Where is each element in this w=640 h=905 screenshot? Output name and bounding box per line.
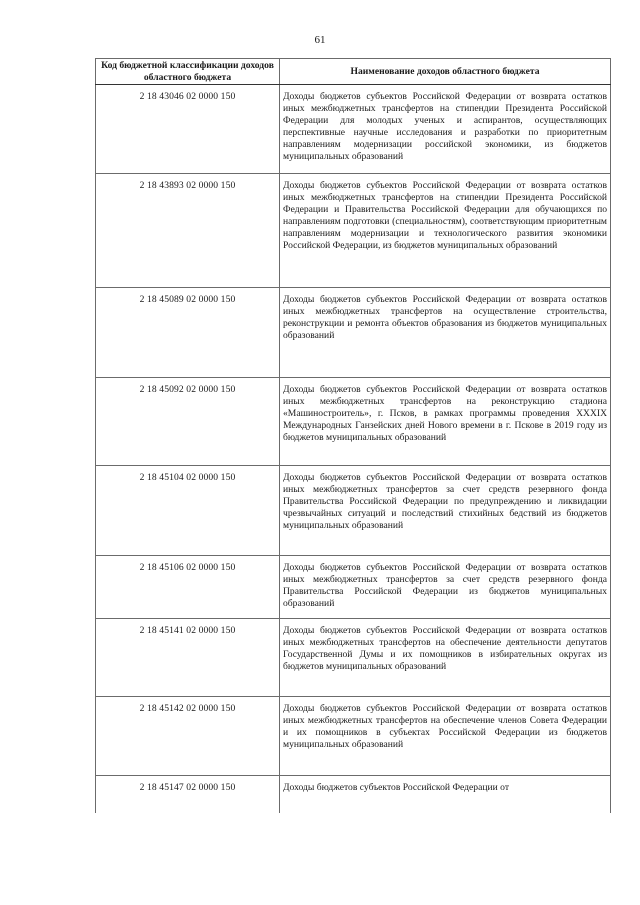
table-row: [96, 174, 611, 288]
table-row: [96, 776, 611, 814]
row-code: 2 18 45092 02 0000 150: [96, 378, 280, 466]
budget-classification-table: [95, 58, 611, 813]
row-name: Доходы бюджетов субъектов Российской Федерации от возврата остатков иных межбюджетных трансфертов за счет средств резервного фонда Правительства Российской Федерации из бюджетов муниципальных образований: [280, 556, 611, 619]
row-code: 2 18 45141 02 0000 150: [96, 619, 280, 697]
row-name: Доходы бюджетов субъектов Российской Федерации от возврата остатков иных межбюджетных трансфертов на обеспечение деятельности депутатов Государственной Думы и их помощников в избирательных округах из бюджетов муниципальных образований: [280, 619, 611, 697]
page-number: 61: [314, 34, 326, 46]
row-code: 2 18 43046 02 0000 150: [96, 85, 280, 174]
row-name: Доходы бюджетов субъектов Российской Федерации от возврата остатков иных межбюджетных трансфертов на реконструкцию стадиона «Машиностроитель», г. Псков, в рамках программы проведения XXXIX Международных Ганзейских дней Нового времени в г. Пскове в 2019 году из бюджетов муниципальных образований: [280, 378, 611, 466]
row-code: 2 18 45147 02 0000 150: [96, 776, 280, 814]
row-code: 2 18 45104 02 0000 150: [96, 466, 280, 556]
table-row: [96, 466, 611, 556]
row-code: 2 18 45089 02 0000 150: [96, 288, 280, 378]
table-row: [96, 697, 611, 776]
row-code: 2 18 45142 02 0000 150: [96, 697, 280, 776]
table-row: [96, 619, 611, 697]
row-code: 2 18 45106 02 0000 150: [96, 556, 280, 619]
table-row: [96, 85, 611, 174]
row-name: Доходы бюджетов субъектов Российской Федерации от возврата остатков иных межбюджетных трансфертов на осуществление строительства, реконструкции и ремонта объектов образования из бюджетов муниципальных образований: [280, 288, 611, 378]
row-name: Доходы бюджетов субъектов Российской Федерации от возврата остатков иных межбюджетных трансфертов на стипендии Президента Российской Федерации и Правительства Российской Федерации для обучающихся по направлениям подготовки (специальностям), соответствующим приоритетным направлениям модернизации и технологического развития экономики Российской Федерации, из бюджетов муниципальных образований: [280, 174, 611, 288]
row-name: Доходы бюджетов субъектов Российской Федерации от: [280, 776, 611, 814]
table-row: [96, 288, 611, 378]
header-name: Наименование доходов областного бюджета: [280, 59, 611, 85]
row-name: Доходы бюджетов субъектов Российской Федерации от возврата остатков иных межбюджетных трансфертов на стипендии Президента Российской Федерации для молодых ученых и аспирантов, осуществляющих перспективные научные исследования и разработки по приоритетным направлениям модернизации российской экономики, из бюджетов муниципальных образований: [280, 85, 611, 174]
row-name: Доходы бюджетов субъектов Российской Федерации от возврата остатков иных межбюджетных трансфертов на обеспечение членов Совета Федерации и их помощников в субъектах Российской Федерации из бюджетов муниципальных образований: [280, 697, 611, 776]
row-code: 2 18 43893 02 0000 150: [96, 174, 280, 288]
table-row: [96, 556, 611, 619]
row-name: Доходы бюджетов субъектов Российской Федерации от возврата остатков иных межбюджетных трансфертов за счет средств резервного фонда Правительства Российской Федерации по предупреждению и ликвидации чрезвычайных ситуаций и последствий стихийных бедствий из бюджетов муниципальных образований: [280, 466, 611, 556]
header-code: Код бюджетной классификации доходов областного бюджета: [96, 59, 280, 85]
table-header-row: [96, 59, 611, 85]
table-row: [96, 378, 611, 466]
